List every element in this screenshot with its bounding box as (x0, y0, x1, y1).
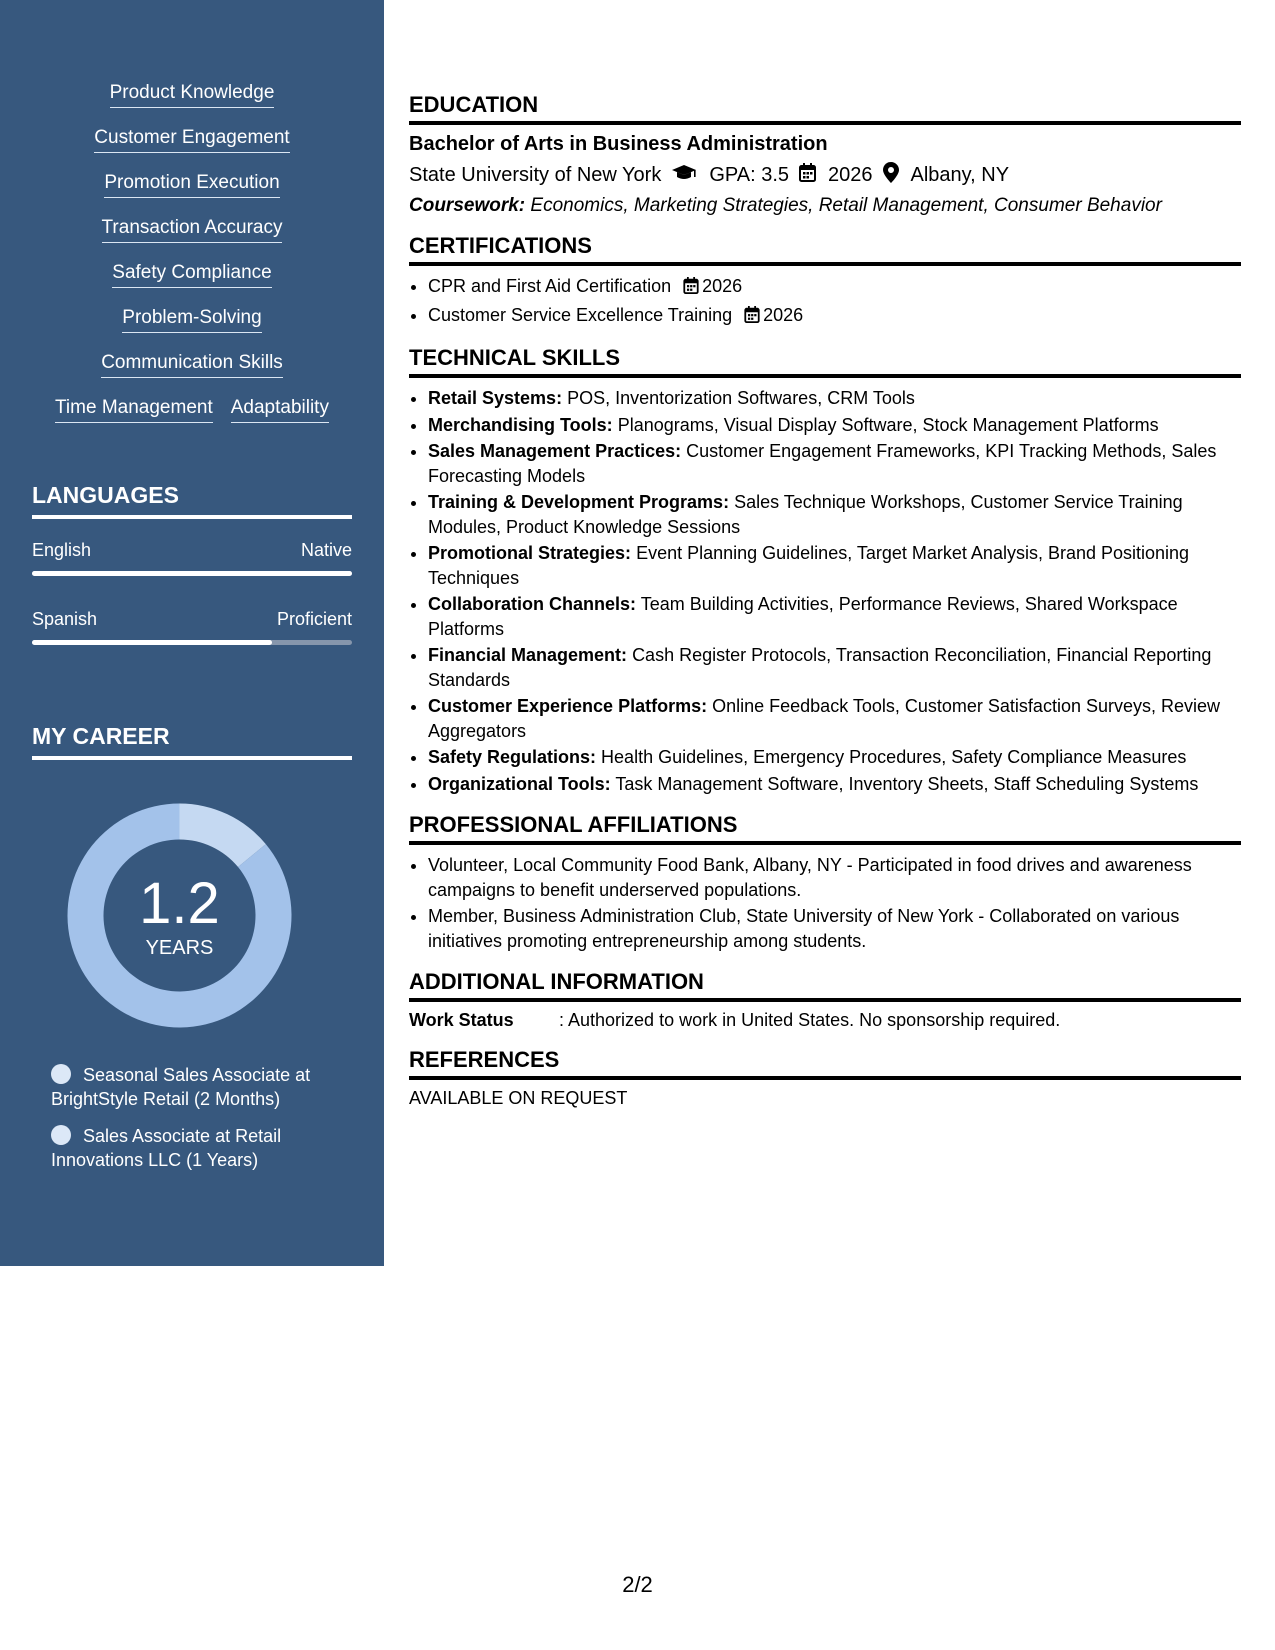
technical-skill-item (428, 413, 1241, 438)
skill-details: Planograms, Visual Display Software, Stock Management Platforms (617, 414, 1159, 435)
calendar-icon (744, 305, 760, 330)
location-pin-icon (883, 162, 899, 189)
technical-skill-item (428, 439, 1241, 488)
career-years-label: YEARS (145, 937, 214, 959)
work-status-label: Work Status (409, 1010, 514, 1030)
skill-row (0, 217, 384, 262)
career-heading: MY CAREER (32, 723, 352, 760)
certification-name: Customer Service Excellence Training (428, 304, 733, 325)
certification-item (428, 274, 1241, 301)
skill-tag: Promotion Execution (104, 172, 279, 198)
language-level: Proficient (276, 609, 352, 629)
skill-details: Task Management Software, Inventory Sheets, Staff Scheduling Systems (615, 773, 1199, 794)
education-heading: EDUCATION (409, 92, 1241, 125)
certification-year: 2026 (702, 276, 743, 296)
skill-row (0, 127, 384, 172)
skill-category: Customer Experience Platforms: (428, 696, 708, 716)
calendar-icon (683, 276, 699, 301)
technical-skills-heading: TECHNICAL SKILLS (409, 345, 1241, 378)
skill-category: Retail Systems: (428, 388, 563, 408)
language-bar-fill (32, 640, 272, 645)
technical-skill-item (428, 592, 1241, 641)
technical-skill-item (428, 694, 1241, 743)
skill-category: Promotional Strategies: (428, 543, 632, 563)
skill-details: Cash Register Protocols, Transaction Reconciliation, Financial Reporting Standards (428, 645, 1212, 690)
calendar-icon (799, 163, 816, 188)
language-row-spanish (32, 609, 352, 630)
language-bar-english (32, 571, 352, 576)
work-status-row (409, 1010, 1241, 1031)
page-number: 2/2 (622, 1572, 653, 1597)
technical-skill-item (428, 386, 1241, 411)
gpa-value: GPA: 3.5 (709, 164, 790, 186)
skill-tag: Safety Compliance (112, 262, 271, 288)
skill-tag: Adaptability (231, 397, 329, 423)
affiliations-heading: PROFESSIONAL AFFILIATIONS (409, 812, 1241, 845)
certification-name: CPR and First Aid Certification (428, 276, 672, 296)
skill-details: Team Building Activities, Performance Reviews, Shared Workspace Platforms (428, 594, 1178, 639)
skill-details: Health Guidelines, Emergency Procedures, Safety Compliance Measures (601, 747, 1187, 767)
skill-category: Financial Management: (428, 645, 628, 665)
skill-row (0, 307, 384, 352)
language-name: Spanish (32, 609, 98, 629)
work-status-value: : Authorized to work in United States. No sponsorship required. (559, 1010, 1061, 1030)
coursework-label: Coursework: (409, 195, 526, 216)
skill-category: Safety Regulations: (428, 747, 597, 767)
education-location: Albany, NY (910, 164, 1010, 186)
skill-category: Collaboration Channels: (428, 594, 637, 614)
skill-category: Merchandising Tools: (428, 414, 613, 435)
skill-row (0, 172, 384, 217)
education-details (409, 162, 1241, 189)
skill-tag: Customer Engagement (94, 127, 289, 153)
references-heading: REFERENCES (409, 1047, 1241, 1080)
career-years-number: 1.2 (139, 871, 220, 936)
skill-category: Training & Development Programs: (428, 492, 730, 512)
technical-skill-item (428, 745, 1241, 770)
language-bar-spanish (32, 640, 352, 645)
skill-category: Sales Management Practices: (428, 441, 682, 461)
certification-item (428, 303, 1241, 330)
coursework (409, 195, 1241, 217)
school-name: State University of New York (409, 164, 662, 186)
skill-details: Sales Technique Workshops, Customer Service Training Modules, Product Knowledge Sessions (428, 492, 1183, 537)
skill-details: Online Feedback Tools, Customer Satisfaction Surveys, Review Aggregators (428, 696, 1221, 741)
skill-row (0, 262, 384, 307)
certifications-heading: CERTIFICATIONS (409, 233, 1241, 266)
affiliation-item: • Volunteer, Local Community Food Bank, Albany, NY - Participated in food drives and awareness campaigns to benefit underserved populations. (428, 853, 1241, 902)
language-level: Native (300, 540, 352, 560)
degree-title: Bachelor of Arts in Business Administration (409, 133, 828, 155)
main-content (409, 92, 1241, 1109)
graduation-cap-icon (671, 164, 697, 188)
career-dot-icon (51, 1064, 71, 1084)
skill-tag: Time Management (55, 397, 213, 423)
language-row-english (32, 540, 352, 561)
coursework-list: Economics, Marketing Strategies, Retail Management, Consumer Behavior (530, 195, 1162, 216)
skill-row (0, 352, 384, 397)
skill-tag: Problem-Solving (122, 307, 261, 333)
career-item: Seasonal Sales Associate at BrightStyle Retail (2 Months) (51, 1065, 311, 1109)
additional-info-heading: ADDITIONAL INFORMATION (409, 969, 1241, 1002)
skill-category: Organizational Tools: (428, 773, 611, 794)
skill-tag: Transaction Accuracy (102, 217, 283, 243)
certification-year: 2026 (763, 304, 804, 325)
skill-tag: Product Knowledge (110, 82, 275, 108)
skill-details: Event Planning Guidelines, Target Market Analysis, Brand Positioning Techniques (428, 543, 1190, 588)
skill-details: POS, Inventorization Softwares, CRM Tools (567, 388, 915, 408)
technical-skill-item (428, 541, 1241, 590)
technical-skill-item (428, 643, 1241, 692)
skill-tag: Communication Skills (101, 352, 283, 378)
languages-heading: LANGUAGES (32, 482, 352, 519)
skill-row (0, 82, 384, 127)
language-name: English (32, 540, 92, 560)
references-text: AVAILABLE ON REQUEST (409, 1088, 628, 1108)
certifications-list (409, 274, 1241, 329)
affiliations-list (409, 853, 1241, 953)
technical-skill-item (428, 490, 1241, 539)
skill-row (0, 397, 384, 442)
career-dot-icon (51, 1125, 71, 1145)
career-item: Sales Associate at Retail Innovations LLC (1 Years) (51, 1126, 282, 1170)
skill-details: Customer Engagement Frameworks, KPI Tracking Methods, Sales Forecasting Models (428, 441, 1217, 486)
affiliation-item: • Member, Business Administration Club, State University of New York - Collaborated on various initiatives promoting entrepreneurship among students. (428, 904, 1241, 953)
language-bar-fill (32, 571, 352, 576)
technical-skills-list (409, 386, 1241, 796)
technical-skill-item (428, 772, 1241, 797)
sidebar (0, 0, 384, 1266)
graduation-year: 2026 (828, 164, 873, 186)
skills-list (0, 82, 384, 442)
